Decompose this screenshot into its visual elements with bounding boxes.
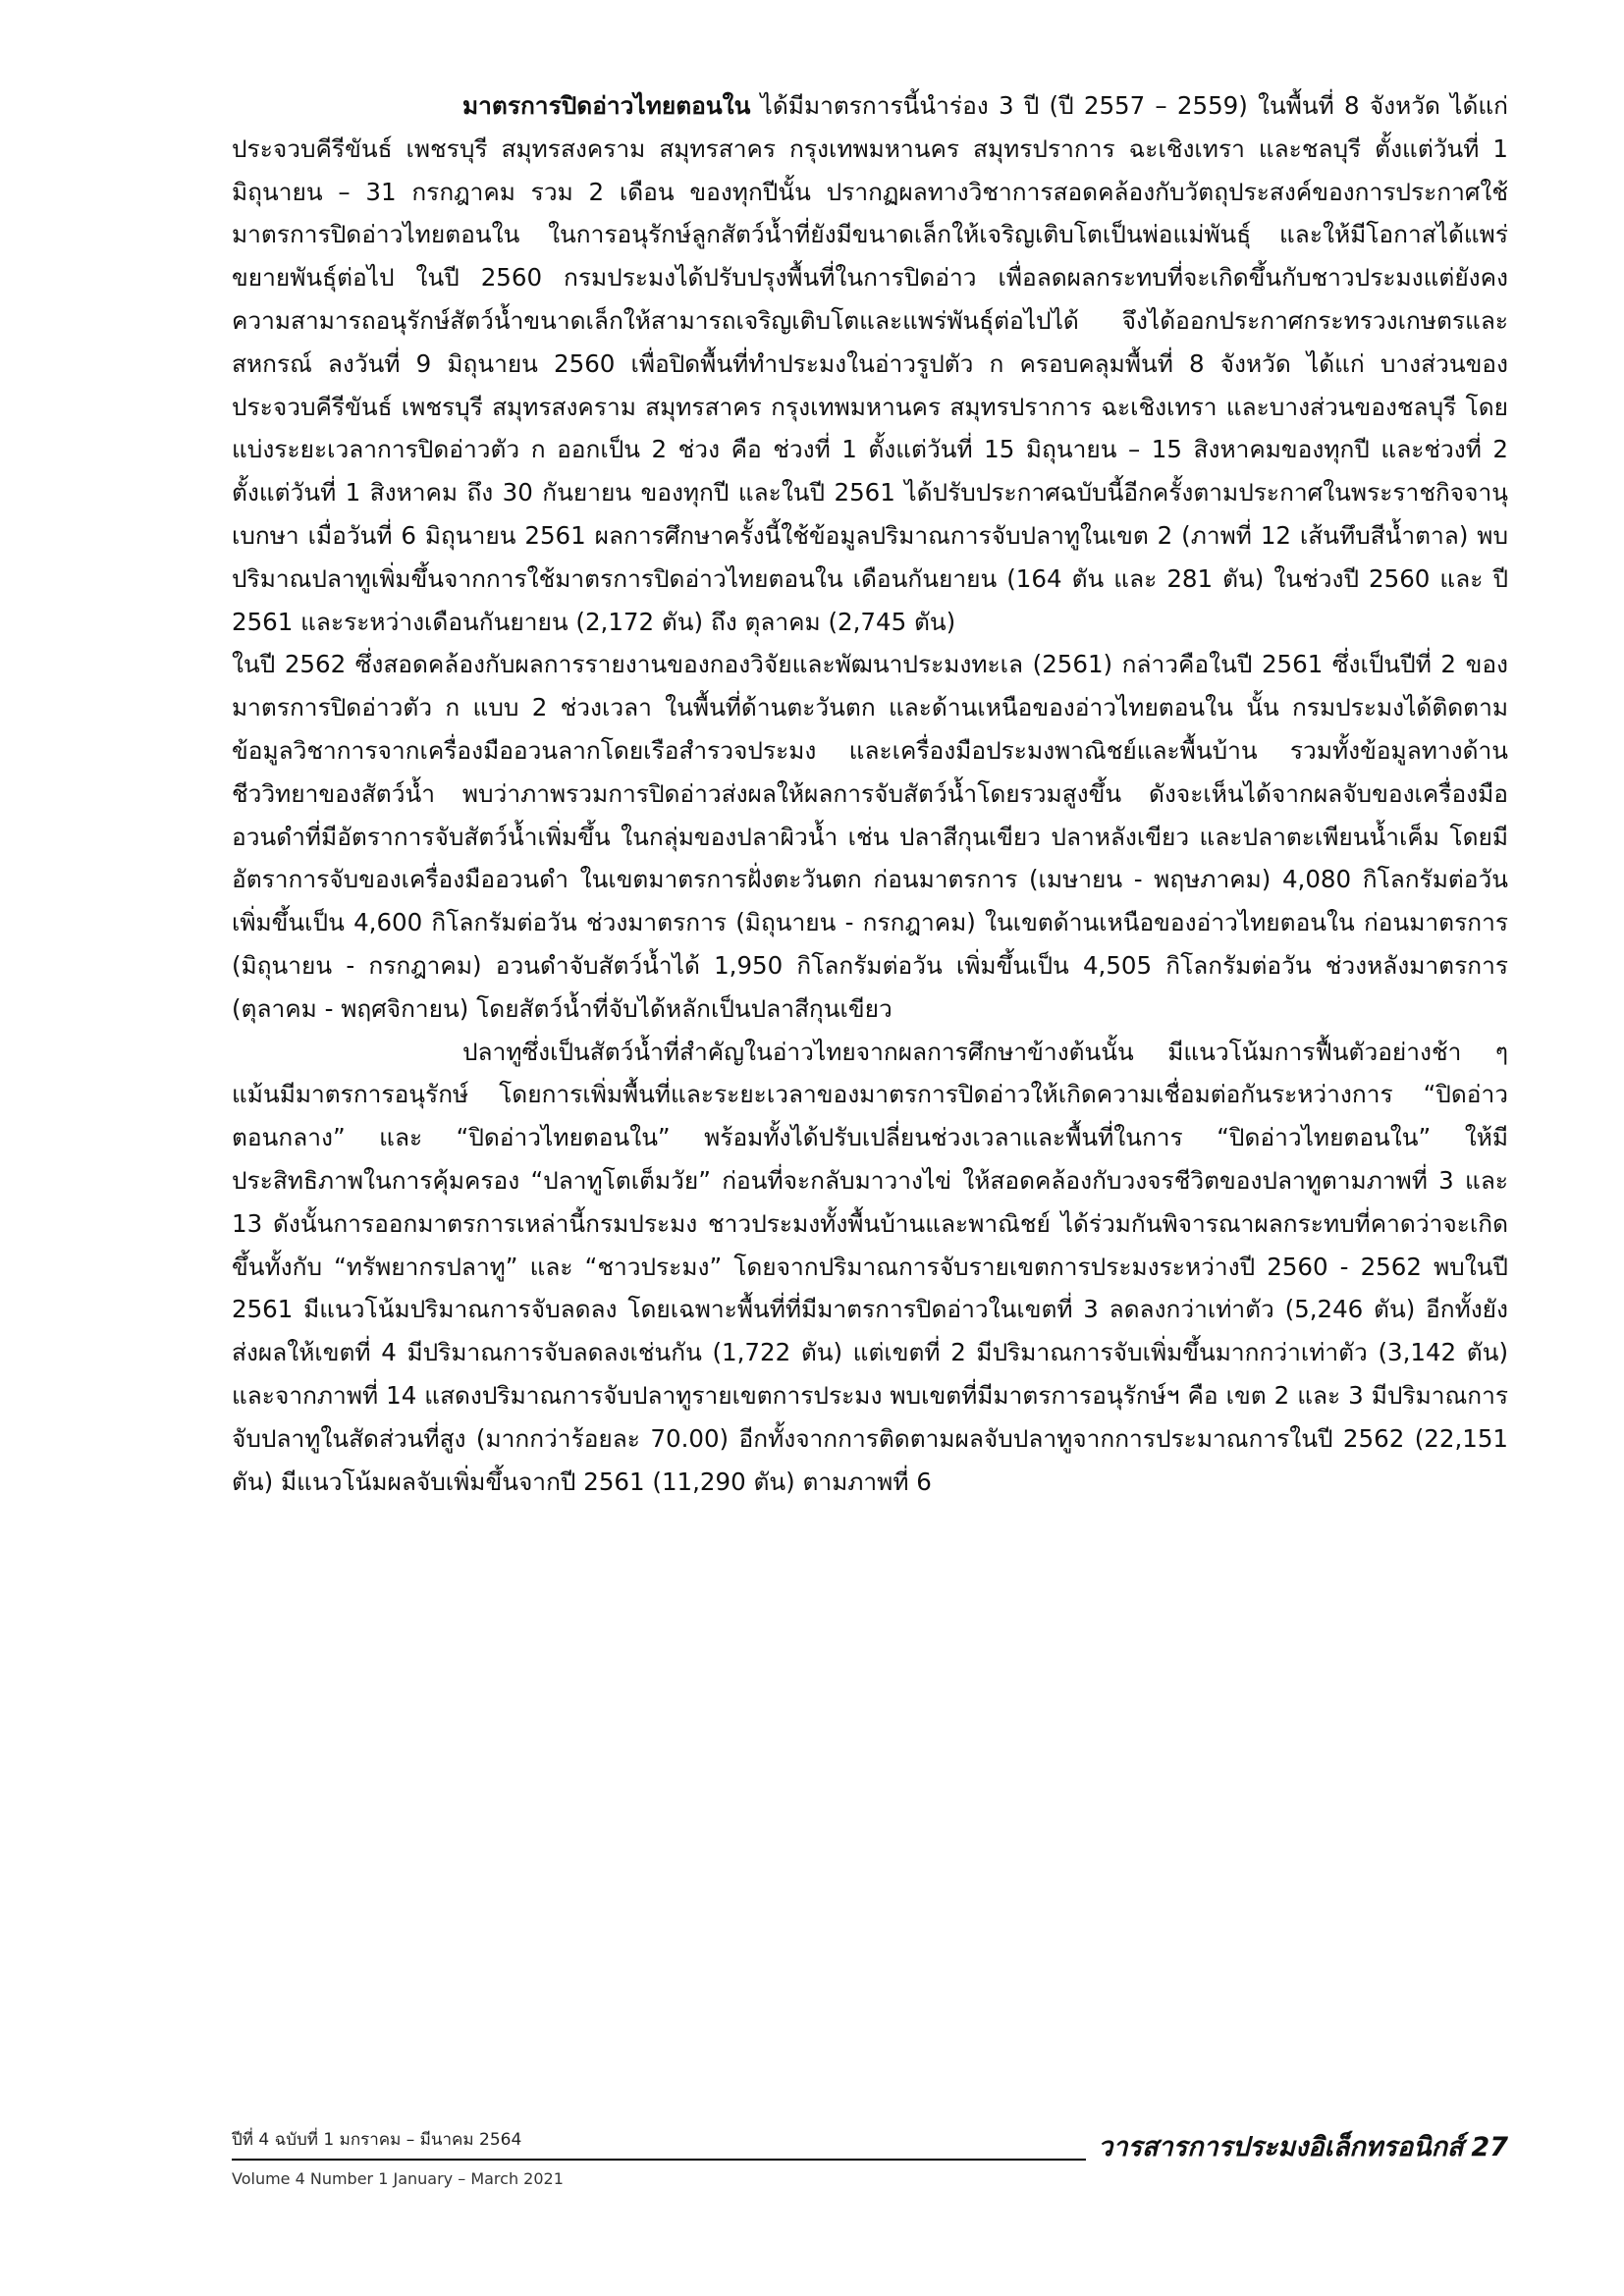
paragraph-text: ได้มีมาตรการนี้นำร่อง 3 ปี (ปี 2557 – 2559) ในพื้นที่ 8 จังหวัด ได้แก่ ประจวบคีรีขันธ์ เพชรบุรี สมุทรสงคราม สมุทรสาคร กรุงเทพมหานคร สมุทรปราการ ฉะเชิงเทรา และชลบุรี ตั้งแต่วันที่ 1 มิถุนายน – 31 กรกฎาคม รวม 2 เดือน ของทุกปีนั้น ปรากฏผลทางวิชาการสอดคล้องกับวัตถุประสงค์ของการประกาศใช้มาตรการปิดอ่าวไทยตอนใน ในการอนุรักษ์ลูกสัตว์น้ำที่ยังมีขนาดเล็กให้เจริญเติบโตเป็นพ่อแม่พันธุ์ และให้มีโอกาสได้แพร่ขยายพันธุ์ต่อไป ในปี 2560 กรมประมงได้ปรับปรุงพื้นที่ในการปิดอ่าว เพื่อลดผลกระทบที่จะเกิดขึ้นกับชาวประมงแต่ยังคงความสามารถอนุรักษ์สัตว์น้ำขนาดเล็กให้สามารถเจริญเติบโตและแพร่พันธุ์ต่อไปได้ จึงได้ออกประกาศกระทรวงเกษตรและสหกรณ์ ลงวันที่ 9 มิถุนายน 2560 เพื่อปิดพื้นที่ทำประมงในอ่าวรูปตัว ก ครอบคลุมพื้นที่ 8 จังหวัด ได้แก่ บางส่วนของประจวบคีรีขันธ์ เพชรบุรี สมุทรสงคราม สมุทรสาคร กรุงเทพมหานคร สมุทรปราการ ฉะเชิงเทรา และบางส่วนของชลบุรี โดยแบ่งระยะเวลาการปิดอ่าวตัว ก ออกเป็น 2 ช่วง คือ ช่วงที่ 1 ตั้งแต่วันที่ 15 มิถุนายน – 15 สิงหาคมของทุกปี และช่วงที่ 2 ตั้งแต่วันที่ 1 สิงหาคม ถึง 30 กันยายน ของทุกปี และในปี 2561 ได้ปรับประกาศฉบับนี้อีกครั้งตามประกาศในพระราชกิจจานุเบกษา เมื่อวันที่ 6 มิถุนายน 2561 ผลการศึกษาครั้งนี้ใช้ข้อมูลปริมาณการจับปลาทูในเขต 2 (ภาพที่ 12 เส้นทึบสีน้ำตาล) พบปริมาณปลาทูเพิ่มขึ้นจากการใช้มาตรการปิดอ่าวไทยตอนใน เดือนกันยายน (164 ตัน และ 281 ตัน) ในช่วงปี 2560 และ ปี 2561 และระหว่างเดือนกันยายน (2,172 ตัน) ถึง ตุลาคม (2,745 ตัน) [232, 91, 1508, 636]
footer-journal-title [1098, 2131, 1508, 2164]
journal-name: วารสารการประมงอิเล็กทรอนิกส์ [1098, 2132, 1464, 2163]
article-body [232, 84, 1508, 1503]
footer-issue-thai: ปีที่ 4 ฉบับที่ 1 มกราคม – มีนาคม 2564 [232, 2130, 522, 2150]
page-number: 27 [1471, 2132, 1508, 2163]
footer-divider [232, 2159, 1086, 2161]
footer-issue-english: Volume 4 Number 1 January – March 2021 [232, 2169, 564, 2188]
page-footer [232, 2128, 1508, 2207]
paragraph-inner-gulf-closure [232, 84, 1508, 643]
paragraph-lead-heading: มาตรการปิดอ่าวไทยตอนใน [462, 91, 751, 120]
paragraph-mackerel-recovery: ปลาทูซึ่งเป็นสัตว์น้ำที่สำคัญในอ่าวไทยจากผลการศึกษาข้างต้นนั้น มีแนวโน้มการฟื้นตัวอย่างช้า ๆ แม้นมีมาตรการอนุรักษ์ โดยการเพิ่มพื้นที่และระยะเวลาของมาตรการปิดอ่าวให้เกิดความเชื่อมต่อกันระหว่างการ “ปิดอ่าวตอนกลาง” และ “ปิดอ่าวไทยตอนใน” พร้อมทั้งได้ปรับเปลี่ยนช่วงเวลาและพื้นที่ในการ “ปิดอ่าวไทยตอนใน” ให้มีประสิทธิภาพในการคุ้มครอง “ปลาทูโตเต็มวัย” ก่อนที่จะกลับมาวางไข่ ให้สอดคล้องกับวงจรชีวิตของปลาทูตามภาพที่ 3 และ 13 ดังนั้นการออกมาตรการเหล่านี้กรมประมง ชาวประมงทั้งพื้นบ้านและพาณิชย์ ได้ร่วมกันพิจารณาผลกระทบที่คาดว่าจะเกิดขึ้นทั้งกับ “ทรัพยากรปลาทู” และ “ชาวประมง” โดยจากปริมาณการจับรายเขตการประมงระหว่างปี 2560 - 2562 พบในปี 2561 มีแนวโน้มปริมาณการจับลดลง โดยเฉพาะพื้นที่ที่มีมาตรการปิดอ่าวในเขตที่ 3 ลดลงกว่าเท่าตัว (5,246 ตัน) อีกทั้งยังส่งผลให้เขตที่ 4 มีปริมาณการจับลดลงเช่นกัน (1,722 ตัน) แต่เขตที่ 2 มีปริมาณการจับเพิ่มขึ้นมากกว่าเท่าตัว (3,142 ตัน) และจากภาพที่ 14 แสดงปริมาณการจับปลาทูรายเขตการประมง พบเขตที่มีมาตรการอนุรักษ์ฯ คือ เขต 2 และ 3 มีปริมาณการจับปลาทูในสัดส่วนที่สูง (มากกว่าร้อยละ 70.00) อีกทั้งจากการติดตามผลจับปลาทูจากการประมาณการในปี 2562 (22,151 ตัน) มีแนวโน้มผลจับเพิ่มขึ้นจากปี 2561 (11,290 ตัน) ตามภาพที่ 6 [232, 1037, 1508, 1496]
paragraph-2562-results: ในปี 2562 ซึ่งสอดคล้องกับผลการรายงานของกองวิจัยและพัฒนาประมงทะเล (2561) กล่าวคือในปี 2561 ซึ่งเป็นปีที่ 2 ของมาตรการปิดอ่าวตัว ก แบบ 2 ช่วงเวลา ในพื้นที่ด้านตะวันตก และด้านเหนือของอ่าวไทยตอนใน นั้น กรมประมงได้ติดตามข้อมูลวิชาการจากเครื่องมืออวนลากโดยเรือสำรวจประมง และเครื่องมือประมงพาณิชย์และพื้นบ้าน รวมทั้งข้อมูลทางด้านชีววิทยาของสัตว์น้ำ พบว่าภาพรวมการปิดอ่าวส่งผลให้ผลการจับสัตว์น้ำโดยรวมสูงขึ้น ดังจะเห็นได้จากผลจับของเครื่องมืออวนดำที่มีอัตราการจับสัตว์น้ำเพิ่มขึ้น ในกลุ่มของปลาผิวน้ำ เช่น ปลาสีกุนเขียว ปลาหลังเขียว และปลาตะเพียนน้ำเค็ม โดยมีอัตราการจับของเครื่องมืออวนดำ ในเขตมาตรการฝั่งตะวันตก ก่อนมาตรการ (เมษายน - พฤษภาคม) 4,080 กิโลกรัมต่อวัน เพิ่มขึ้นเป็น 4,600 กิโลกรัมต่อวัน ช่วงมาตรการ (มิถุนายน - กรกฎาคม) ในเขตด้านเหนือของอ่าวไทยตอนใน ก่อนมาตรการ (มิถุนายน - กรกฎาคม) อวนดำจับสัตว์น้ำได้ 1,950 กิโลกรัมต่อวัน เพิ่มขึ้นเป็น 4,505 กิโลกรัมต่อวัน ช่วงหลังมาตรการ (ตุลาคม - พฤศจิกายน) โดยสัตว์น้ำที่จับได้หลักเป็นปลาสีกุนเขียว [232, 650, 1508, 1023]
